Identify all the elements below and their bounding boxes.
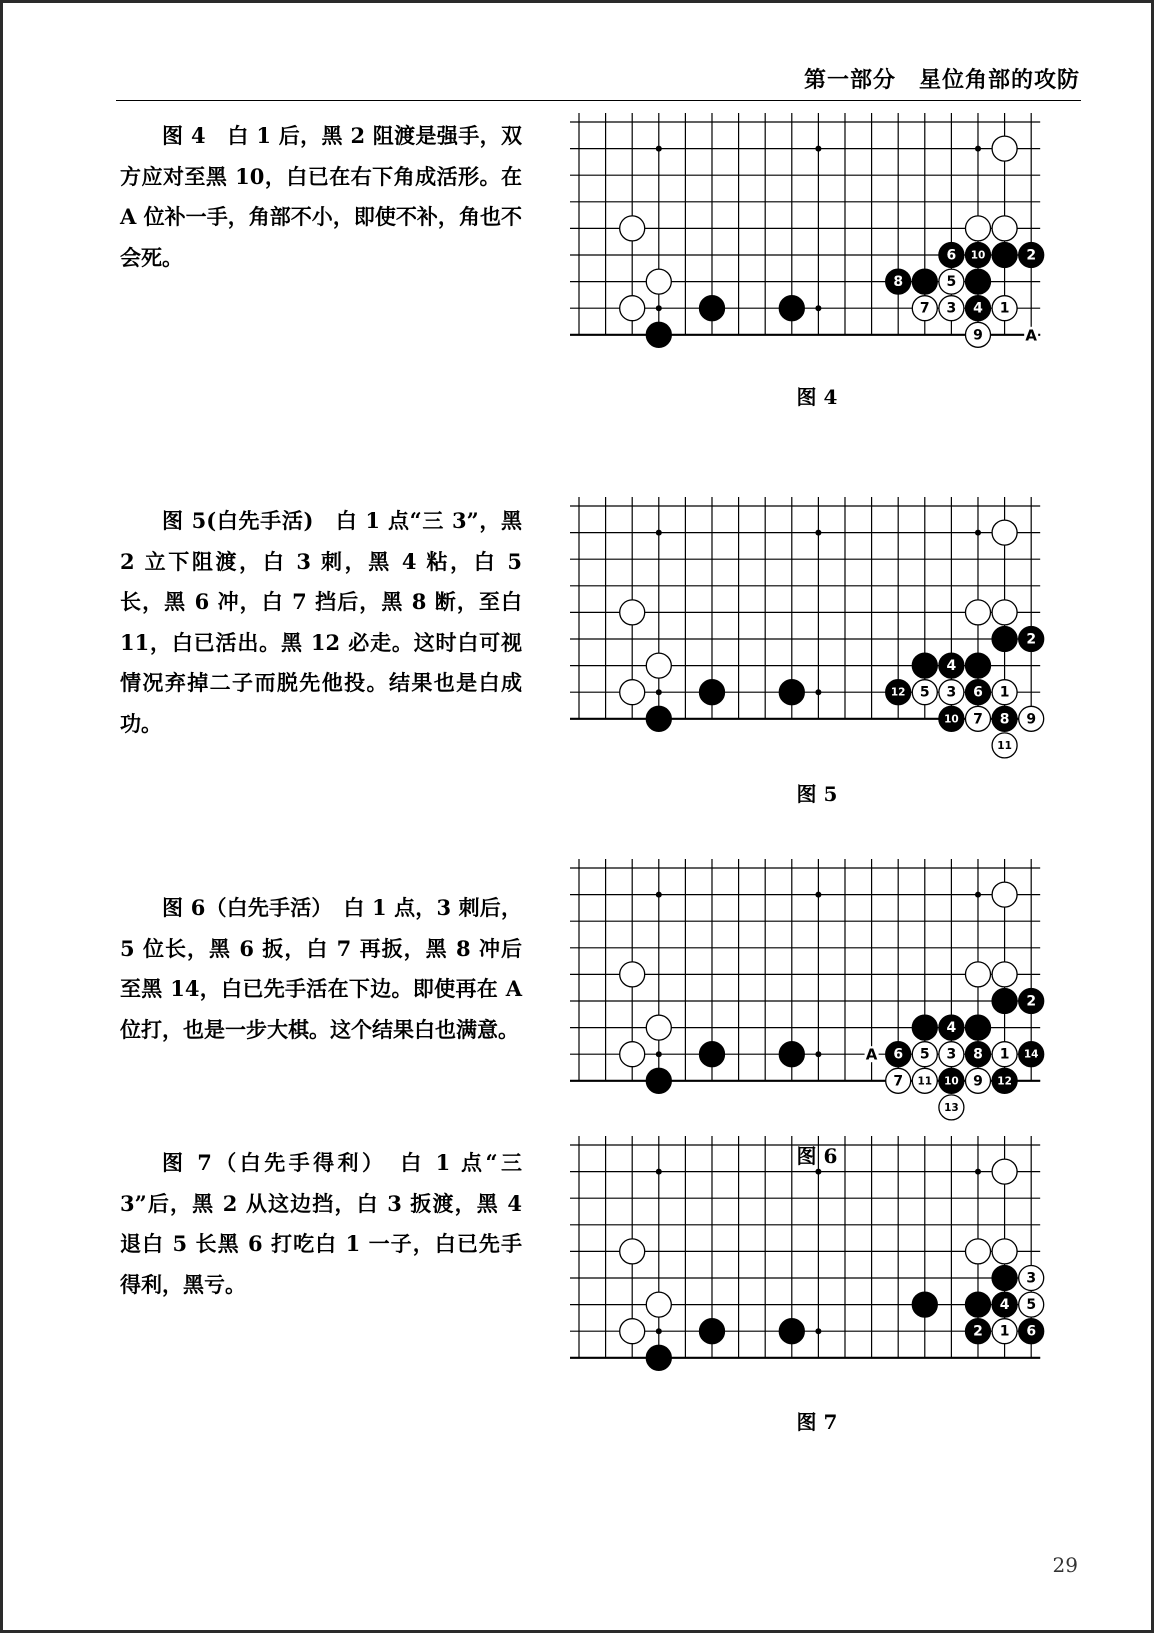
move-number: 6 — [946, 247, 957, 264]
black-stone — [912, 269, 937, 294]
white-stone — [965, 962, 990, 987]
white-stone — [992, 136, 1017, 161]
running-header: 第一部分 星位角部的攻防 — [803, 67, 1080, 93]
white-stone — [1019, 1292, 1044, 1317]
move-number: 5 — [946, 274, 957, 291]
white-stone — [620, 296, 645, 321]
move-number: 2 — [1026, 631, 1037, 648]
star-point — [815, 1051, 821, 1057]
white-stone — [620, 1239, 645, 1264]
move-number: 9 — [1026, 711, 1037, 728]
white-stone — [912, 1068, 937, 1093]
black-stone — [646, 1345, 671, 1370]
move-number: 9 — [973, 327, 983, 344]
caption-figure-6: 图 6 — [796, 1144, 838, 1168]
move-number: 13 — [944, 1101, 959, 1114]
star-point — [656, 1328, 662, 1334]
star-point — [815, 530, 821, 536]
black-stone — [992, 1068, 1017, 1093]
move-number: 5 — [919, 1046, 930, 1063]
black-stone — [699, 1319, 724, 1344]
star-point — [975, 146, 981, 152]
black-stone — [992, 706, 1017, 731]
white-stone — [620, 680, 645, 705]
black-stone — [965, 653, 990, 678]
white-stone — [965, 1239, 990, 1264]
white-stone — [965, 322, 990, 347]
move-number: 11 — [917, 1075, 933, 1088]
white-stone — [992, 1159, 1017, 1184]
white-stone — [646, 269, 671, 294]
black-stone — [939, 242, 964, 267]
move-number: 2 — [1026, 247, 1037, 264]
move-number: 8 — [893, 274, 904, 291]
white-stone — [646, 1015, 671, 1040]
white-stone — [620, 216, 645, 241]
star-point — [975, 892, 981, 898]
star-point — [815, 892, 821, 898]
move-number: 3 — [946, 1046, 957, 1063]
white-stone — [912, 1042, 937, 1067]
white-stone — [992, 600, 1017, 625]
move-number: 14 — [1023, 1048, 1039, 1061]
white-stone — [646, 1292, 671, 1317]
move-number: 7 — [919, 300, 930, 317]
go-diagram-6 — [570, 859, 1060, 1114]
star-point — [656, 1051, 662, 1057]
go-board — [570, 497, 1040, 752]
white-stone — [1019, 706, 1044, 731]
move-number: 12 — [997, 1075, 1012, 1088]
move-number: 7 — [973, 711, 983, 728]
black-stone — [992, 1292, 1017, 1317]
black-stone — [912, 1015, 937, 1040]
white-stone — [1019, 1265, 1044, 1290]
move-number: 10 — [944, 1075, 959, 1088]
white-stone — [620, 962, 645, 987]
header-rule — [116, 100, 1081, 101]
black-stone — [1019, 1319, 1044, 1344]
go-board — [570, 1136, 1040, 1371]
star-point — [815, 146, 821, 152]
black-stone — [965, 1292, 990, 1317]
white-stone — [912, 296, 937, 321]
black-stone — [965, 269, 990, 294]
move-number: 8 — [999, 711, 1010, 728]
move-number: 1 — [999, 300, 1010, 317]
white-stone — [912, 680, 937, 705]
white-stone — [992, 296, 1017, 321]
move-number: 3 — [946, 300, 957, 317]
black-stone — [992, 1265, 1017, 1290]
move-number: 4 — [999, 1297, 1010, 1314]
go-diagram-4 — [570, 113, 1060, 348]
white-stone — [965, 600, 990, 625]
white-stone — [992, 520, 1017, 545]
black-stone — [886, 269, 911, 294]
white-stone — [992, 216, 1017, 241]
star-point — [656, 305, 662, 311]
black-stone — [779, 680, 804, 705]
move-number: 7 — [893, 1073, 904, 1090]
star-point — [815, 305, 821, 311]
caption-figure-7: 图 7 — [796, 1410, 838, 1434]
star-point — [975, 530, 981, 536]
white-stone — [939, 269, 964, 294]
white-stone — [992, 733, 1017, 758]
paragraph-figure-4: 图 4 白 1 后，黑 2 阻渡是强手，双方应对至黑 10，白已在右下角成活形。在 A 位补一手，角部不小，即使不补，角也不会死。 — [120, 123, 522, 270]
move-number: 1 — [999, 684, 1010, 701]
go-diagram-7 — [570, 1136, 1060, 1371]
move-number: 2 — [1026, 993, 1037, 1010]
black-stone — [779, 1042, 804, 1067]
point-label: A — [1025, 326, 1037, 345]
black-stone — [939, 706, 964, 731]
black-stone — [646, 322, 671, 347]
black-stone — [965, 1015, 990, 1040]
move-number: 4 — [946, 658, 957, 675]
black-stone — [965, 242, 990, 267]
white-stone — [939, 296, 964, 321]
document-page — [3, 3, 1151, 1630]
black-stone — [992, 626, 1017, 651]
move-number: 1 — [999, 1046, 1010, 1063]
white-stone — [939, 1095, 964, 1120]
white-stone — [992, 680, 1017, 705]
star-point — [815, 689, 821, 695]
black-stone — [646, 706, 671, 731]
black-stone — [699, 296, 724, 321]
white-stone — [620, 1042, 645, 1067]
black-stone — [646, 1068, 671, 1093]
move-number: 2 — [973, 1323, 983, 1340]
black-stone — [912, 653, 937, 678]
move-number: 11 — [997, 739, 1012, 752]
black-stone — [886, 1042, 911, 1067]
star-point — [815, 1328, 821, 1334]
caption-figure-4: 图 4 — [796, 385, 838, 409]
move-number: 8 — [973, 1046, 983, 1063]
go-diagram-5 — [570, 497, 1060, 752]
white-stone — [992, 962, 1017, 987]
black-stone — [939, 1068, 964, 1093]
white-stone — [992, 1319, 1017, 1344]
star-point — [656, 1169, 662, 1175]
move-number: 5 — [1026, 1297, 1037, 1314]
black-stone — [992, 242, 1017, 267]
black-stone — [912, 1292, 937, 1317]
page-number: 29 — [1052, 1553, 1078, 1577]
go-board — [570, 859, 1040, 1114]
black-stone — [965, 680, 990, 705]
black-stone — [965, 1319, 990, 1344]
black-stone — [699, 680, 724, 705]
move-number: 4 — [973, 300, 983, 317]
white-stone — [992, 1042, 1017, 1067]
star-point — [656, 892, 662, 898]
white-stone — [965, 706, 990, 731]
white-stone — [965, 216, 990, 241]
black-stone — [1019, 626, 1044, 651]
black-stone — [965, 1042, 990, 1067]
black-stone — [1019, 988, 1044, 1013]
star-point — [656, 689, 662, 695]
move-number: 5 — [919, 684, 930, 701]
move-number: 4 — [946, 1020, 957, 1037]
black-stone — [699, 1042, 724, 1067]
move-number: 3 — [1026, 1270, 1037, 1287]
move-number: 6 — [973, 684, 983, 701]
point-label: A — [865, 1045, 878, 1064]
move-number: 12 — [890, 686, 906, 699]
move-number: 6 — [893, 1046, 904, 1063]
move-number: 3 — [946, 684, 957, 701]
white-stone — [992, 1239, 1017, 1264]
star-point — [975, 1169, 981, 1175]
paragraph-figure-6: 图 6（白先手活） 白 1 点，3 刺后，5 位长，黑 6 扳，白 7 再扳，黑 8 冲后至黑 14，白已先手活在下边。即使再在 A 位打，也是一步大棋。这个结果白也满意。 — [120, 895, 522, 1042]
star-point — [815, 1169, 821, 1175]
move-number: 6 — [1026, 1323, 1037, 1340]
black-stone — [779, 1319, 804, 1344]
black-stone — [965, 296, 990, 321]
black-stone — [886, 680, 911, 705]
move-number: 10 — [970, 249, 986, 262]
white-stone — [620, 1319, 645, 1344]
paragraph-figure-7: 图 7（白先手得利） 白 1 点“三 3”后，黑 2 从这边挡，白 3 扳渡，黑 4 退白 5 长黑 6 打吃白 1 一子，白已先手得利，黑亏。 — [120, 1150, 522, 1297]
move-number: 1 — [999, 1323, 1010, 1340]
white-stone — [939, 1042, 964, 1067]
black-stone — [1019, 1042, 1044, 1067]
caption-figure-5: 图 5 — [796, 782, 838, 806]
white-stone — [886, 1068, 911, 1093]
white-stone — [646, 653, 671, 678]
black-stone — [992, 988, 1017, 1013]
move-number: 10 — [944, 713, 959, 726]
paragraph-figure-5: 图 5(白先手活) 白 1 点“三 3”，黑 2 立下阻渡，白 3 刺，黑 4 粘，白 5 长，黑 6 冲，白 7 挡后，黑 8 断，至白 11，白已活出。黑 12 必走。这时白可视情况弃掉二子而脱先他投。结果也是白成功。 — [120, 508, 522, 736]
black-stone — [779, 296, 804, 321]
white-stone — [965, 1068, 990, 1093]
white-stone — [992, 882, 1017, 907]
star-point — [656, 530, 662, 536]
white-stone — [939, 680, 964, 705]
black-stone — [1019, 242, 1044, 267]
white-stone — [620, 600, 645, 625]
go-board — [570, 113, 1040, 348]
black-stone — [939, 653, 964, 678]
star-point — [656, 146, 662, 152]
black-stone — [939, 1015, 964, 1040]
move-number: 9 — [973, 1073, 983, 1090]
